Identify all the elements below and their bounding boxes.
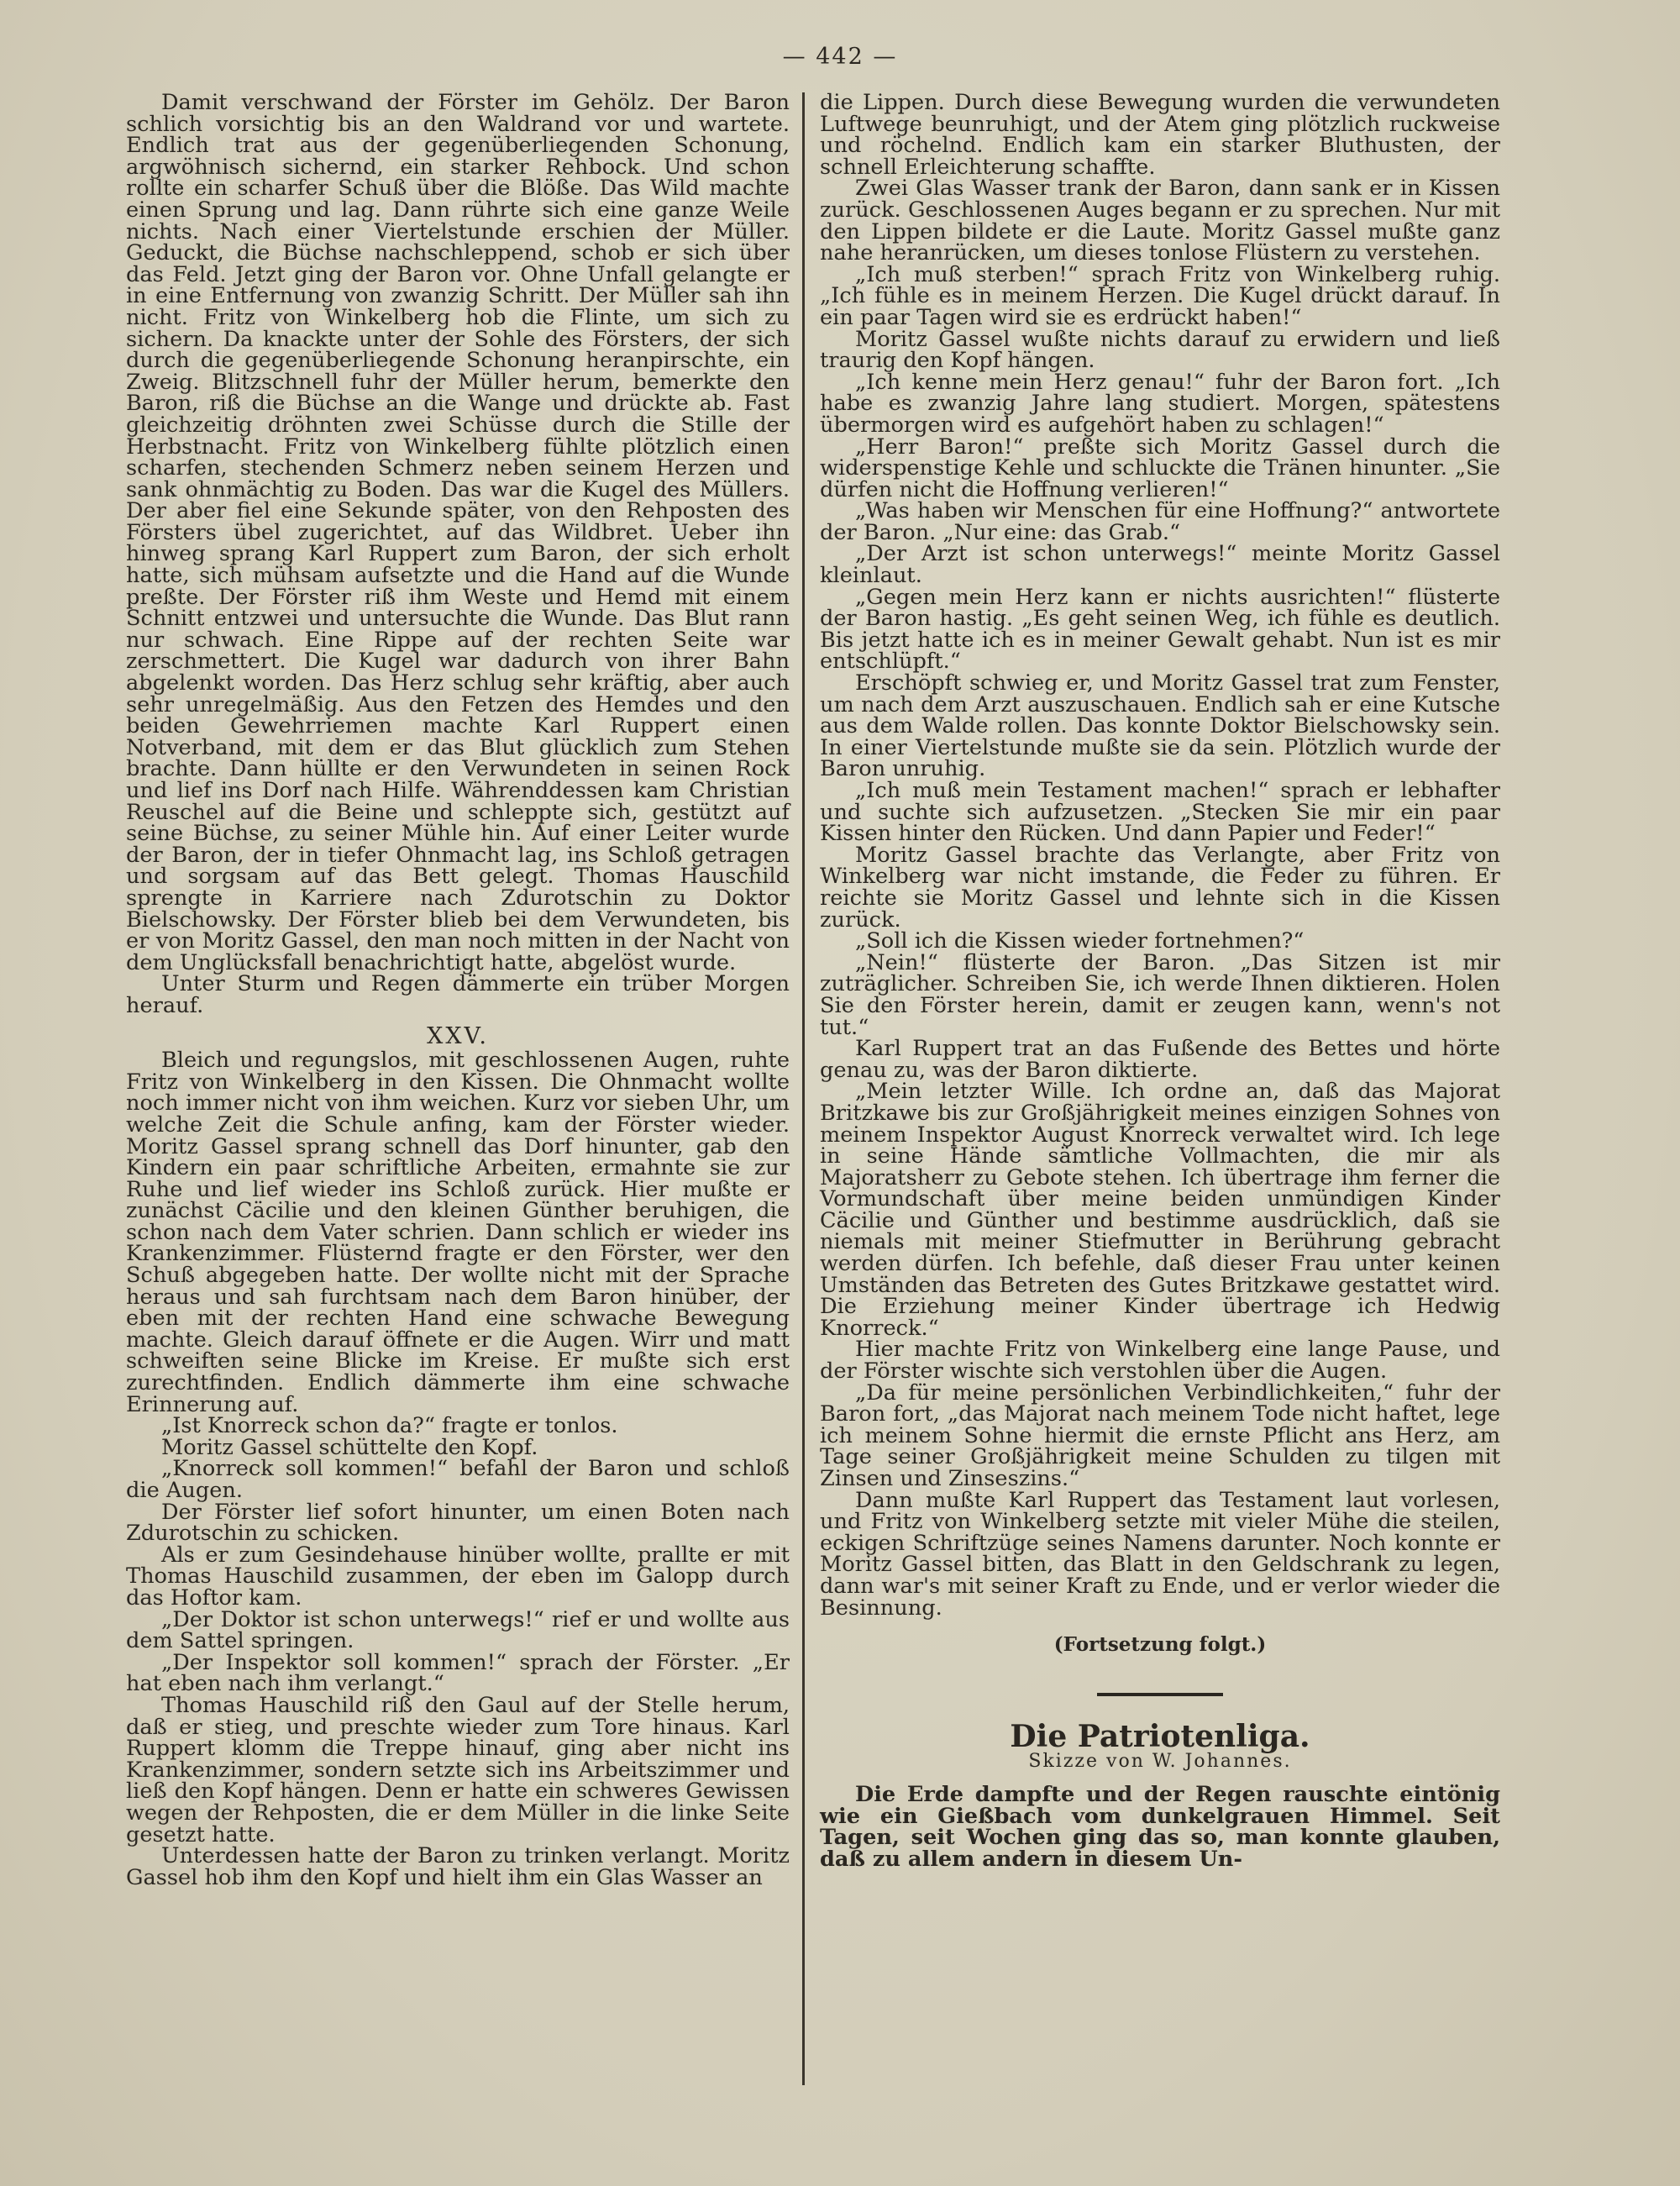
paragraph: „Ich muß sterben!“ sprach Fritz von Winkelberg ruhig. „Ich fühle es in meinem Herzen. Die Kugel drückt darauf. In ein paar Tagen wird sie es erdrückt haben!“ — [820, 261, 1500, 330]
paragraph: die Lippen. Durch diese Bewegung wurden die verwundeten Luftwege beunruhigt, und der Atem ging plötzlich ruckweise und röchelnd. Endlich kam ein starker Bluthusten, der schnell Erleichterung schaffte. — [820, 90, 1500, 180]
paragraph: „Was haben wir Menschen für eine Hoffnung?“ antwortete der Baron. „Nur eine: das Grab.“ — [820, 498, 1500, 545]
article-paragraph: Die Erde dampfte und der Regen rauschte eintönig wie ein Gießbach vom dunkelgrauen Himmel. Seit Tagen, seit Wochen ging das so, man konnte glauben, daß zu allem andern in diesem Un- — [820, 1781, 1500, 1872]
paragraph: Der Förster lief sofort hinunter, um einen Boten nach Zdurotschin zu schicken. — [126, 1499, 790, 1547]
paragraph: Damit verschwand der Förster im Gehölz. Der Baron schlich vorsichtig bis an den Waldrand vor und wartete. Endlich trat aus der gegenüberliegenden Schonung, argwöhnisch sichernd, ein starker Rehbock. Und schon rollte ein scharfer Schuß über die Blöße. Das Wild machte einen Sprung und lag. Dann rührte sich eine ganze Weile nichts. Nach einer Viertelstunde erschien der Müller. Geduckt, die Büchse nachschleppend, schob er sich über das Feld. Jetzt ging der Baron vor. Ohne Unfall gelangte er in eine Entfernung von zwanzig Schritt. Der Müller sah ihn nicht. Fritz von Winkelberg hob die Flinte, um sich zu sichern. Da knackte unter der Sohle des Försters, der sich durch die gegenüberliegende Schonung heranpirschte, ein Zweig. Blitzschnell fuhr der Müller herum, bemerkte den Baron, riß die Büchse an die Wange und drückte ab. Fast gleichzeitig dröhnten zwei Schüsse durch die Stille der Herbstnacht. Fritz von Winkelberg fühlte plötzlich einen scharfen, stechenden Schmerz neben seinem Herzen und sank ohnmächtig zu Boden. Das war die Kugel des Müllers. Der aber fiel eine Sekunde später, von den Rehposten des Försters übel zugerichtet, auf das Wildbret. Ueber ihn hinweg sprang Karl Ruppert zum Baron, der sich erholt hatte, sich mühsam aufsetzte und die Hand auf die Wunde preßte. Der Förster riß ihm Weste und Hemd mit einem Schnitt entzwei und untersuchte die Wunde. Das Blut rann nur schwach. Eine Rippe auf der rechten Seite war zerschmettert. Die Kugel war dadurch von ihrer Bahn abgelenkt worden. Das Herz schlug sehr kräftig, aber auch sehr unregelmäßig. Aus den Fetzen des Hemdes und den beiden Gewehrriemen machte Karl Ruppert einen Notverband, mit dem er das Blut glücklich zum Stehen brachte. Dann hüllte er den Verwundeten in seinen Rock und lief ins Dorf nach Hilfe. Währenddessen kam Christian Reuschel auf die Beine und schleppte sich, gestützt auf seine Büchse, zu seiner Mühle hin. Auf einer Leiter wurde der Baron, der in tiefer Ohnmacht lag, ins Schloß getragen und sorgsam auf das Bett gelegt. Thomas Hauschild sprengte in Karriere nach Zdurotschin zu Doktor Bielschowsky. Der Förster blieb bei dem Verwundeten, bis er von Moritz Gassel, den man noch mitten in der Nacht von dem Unglücksfall benachrichtigt hatte, abgelöst wurde. — [126, 90, 790, 975]
paragraph: „Ist Knorreck schon da?“ fragte er tonlos. — [161, 1413, 618, 1439]
paragraph: „Gegen mein Herz kann er nichts ausrichten!“ flüsterte der Baron hastig. „Es geht seinen Weg, ich fühle es deutlich. Bis jetzt hatte ich es in meiner Gewalt gehabt. Nun ist es mir entschlüpft.“ — [820, 584, 1500, 675]
column-divider — [802, 92, 805, 2085]
paragraph: „Soll ich die Kissen wieder fortnehmen?“ — [855, 928, 1305, 954]
paragraph: Zwei Glas Wasser trank der Baron, dann sank er in Kissen zurück. Geschlossenen Auges begann er zu sprechen. Nur mit den Lippen bildete er die Laute. Moritz Gassel mußte ganz nahe heranrücken, um dieses tonlose Flüstern zu verstehen. — [820, 176, 1500, 266]
paragraph: „Knorreck soll kommen!“ befahl der Baron und schloß die Augen. — [126, 1456, 790, 1503]
paragraph: „Herr Baron!“ preßte sich Moritz Gassel durch die widerspenstige Kehle und schluckte die Tränen hinunter. „Sie dürfen nicht die Hoffnung verlieren!“ — [820, 434, 1500, 502]
continuation-note: (Fortsetzung folgt.) — [1053, 1633, 1267, 1657]
paragraph: Dann mußte Karl Ruppert das Testament laut vorlesen, und Fritz von Winkelberg setzte mit vieler Mühe die steilen, eckigen Schriftzüge seines Namens darunter. Noch konnte er Moritz Gassel bitten, das Blatt in den Geldschrank zu legen, dann war's mit seiner Kraft zu Ende, und er verlor wieder die Besinnung. — [820, 1487, 1500, 1621]
paragraph: Erschöpft schwieg er, und Moritz Gassel trat zum Fenster, um nach dem Arzt auszuschauen. Endlich sah er eine Kutsche aus dem Walde rollen. Das konnte Doktor Bielschowsky sein. In einer Viertelstunde mußte sie da sein. Plötzlich wurde der Baron unruhig. — [820, 670, 1500, 782]
section-divider — [1097, 1693, 1223, 1696]
paragraph: Hier machte Fritz von Winkelberg eine lange Pause, und der Förster wischte sich verstohlen über die Augen. — [820, 1337, 1500, 1385]
page-number: — 442 — — [782, 44, 898, 70]
paragraph: Karl Ruppert trat an das Fußende des Bettes und hörte genau zu, was der Baron diktierte. — [820, 1036, 1500, 1083]
paragraph: Moritz Gassel wußte nichts darauf zu erwidern und ließ traurig den Kopf hängen. — [820, 326, 1500, 374]
paragraph: Thomas Hauschild riß den Gaul auf der Stelle herum, daß er stieg, und preschte wieder zum Tore hinaus. Karl Ruppert klomm die Treppe hinauf, ging aber nicht ins Krankenzimmer, sondern setzte sich ins Arbeitszimmer und ließ den Kopf hängen. Denn er hatte ein schweres Gewissen wegen der Rehposten, die er dem Müller in die linke Seite gesetzt hatte. — [126, 1692, 790, 1847]
paragraph: Als er zum Gesindehause hinüber wollte, prallte er mit Thomas Hauschild zusammen, der eben im Galopp durch das Hoftor kam. — [126, 1542, 790, 1611]
article-title: Die Patriotenliga. — [1010, 1718, 1310, 1754]
paragraph: „Da für meine persönlichen Verbindlichkeiten,“ fuhr der Baron fort, „das Majorat nach meinem Tode nicht haftet, lege ich meinem Sohne hiermit die ernste Pflicht ans Herz, am Tage seiner Großjährigkeit meine Schulden zu tilgen mit Zinsen und Zinseszins.“ — [820, 1379, 1500, 1491]
paragraph: Moritz Gassel brachte das Verlangte, aber Fritz von Winkelberg war nicht imstande, die Feder zu führen. Er reichte sie Moritz Gassel und lehnte sich in die Kissen zurück. — [820, 842, 1500, 933]
paragraph: Unter Sturm und Regen dämmerte ein trüber Morgen herauf. — [126, 971, 790, 1018]
paragraph: „Der Doktor ist schon unterwegs!“ rief er und wollte aus dem Sattel springen. — [126, 1606, 790, 1654]
left-column — [126, 92, 790, 1889]
paragraph: Bleich und regungslos, mit geschlossenen Augen, ruhte Fritz von Winkelberg in den Kissen. Die Ohnmacht wollte noch immer nicht von ihm weichen. Kurz vor sieben Uhr, um welche Zeit die Schule anfing, kam der Förster wieder. Moritz Gassel sprang schnell das Dorf hinunter, gab den Kindern ein paar schriftliche Arbeiten, ermahnte sie zur Ruhe und lief wieder ins Schloß zurück. Hier mußte er zunächst Cäcilie und den kleinen Günther beruhigen, die schon nach dem Vater schrien. Dann schlich er wieder ins Krankenzimmer. Flüsternd fragte er den Förster, wer den Schuß abgegeben hatte. Der wollte nicht mit der Sprache heraus und sah furchtsam nach dem Baron hinüber, der eben mit der rechten Hand eine schwache Bewegung machte. Gleich darauf öffnete er die Augen. Wirr und matt schweiften seine Blicke im Kreise. Er mußte sich erst zurechtfinden. Endlich dämmerte ihm eine schwache Erinnerung auf. — [126, 1048, 790, 1417]
paragraph: „Nein!“ flüsterte der Baron. „Das Sitzen ist mir zuträglicher. Schreiben Sie, ich werde Ihnen diktieren. Holen Sie den Förster herein, damit er zeugen kann, wenn's not tut.“ — [820, 949, 1500, 1040]
right-column — [820, 92, 1500, 1870]
paragraph: Unterdessen hatte der Baron zu trinken verlangt. Moritz Gassel hob ihm den Kopf und hielt ihm ein Glas Wasser an — [126, 1843, 790, 1890]
paragraph: „Ich kenne mein Herz genau!“ fuhr der Baron fort. „Ich habe es zwanzig Jahre lang studiert. Morgen, spätestens übermorgen wird es aufgehört haben zu schlagen!“ — [820, 369, 1500, 438]
paragraph: „Mein letzter Wille. Ich ordne an, daß das Majorat Britzkawe bis zur Großjährigkeit meines einzigen Sohnes von meinem Inspektor August Knorreck verwaltet wird. Ich lege in seine Hände sämtliche Vollmachten, die mir als Majoratsherr zu Gebote stehen. Ich übertrage ihm ferner die Vormundschaft über meine beiden unmündigen Kinder Cäcilie und Günther und bestimme ausdrücklich, daß sie niemals mit meiner Stiefmutter in Berührung gebracht werden dürfen. Ich befehle, daß dieser Frau unter keinen Umständen das Betreten des Gutes Britzkawe gestattet wird. Die Erziehung meiner Kinder übertrage ich Hedwig Knorreck.“ — [820, 1079, 1500, 1341]
paragraph: Moritz Gassel schüttelte den Kopf. — [161, 1434, 538, 1460]
paragraph: „Ich muß mein Testament machen!“ sprach er lebhafter und suchte sich aufzusetzen. „Stecken Sie mir ein paar Kissen hinter den Rücken. Und dann Papier und Feder!“ — [820, 778, 1500, 847]
paragraph: „Der Inspektor soll kommen!“ sprach der Förster. „Er hat eben nach ihm verlangt.“ — [126, 1649, 790, 1697]
article-byline: Skizze von W. Johannes. — [1028, 1751, 1292, 1773]
paragraph: „Der Arzt ist schon unterwegs!“ meinte Moritz Gassel kleinlaut. — [820, 541, 1500, 589]
chapter-heading: XXV. — [427, 1022, 489, 1049]
